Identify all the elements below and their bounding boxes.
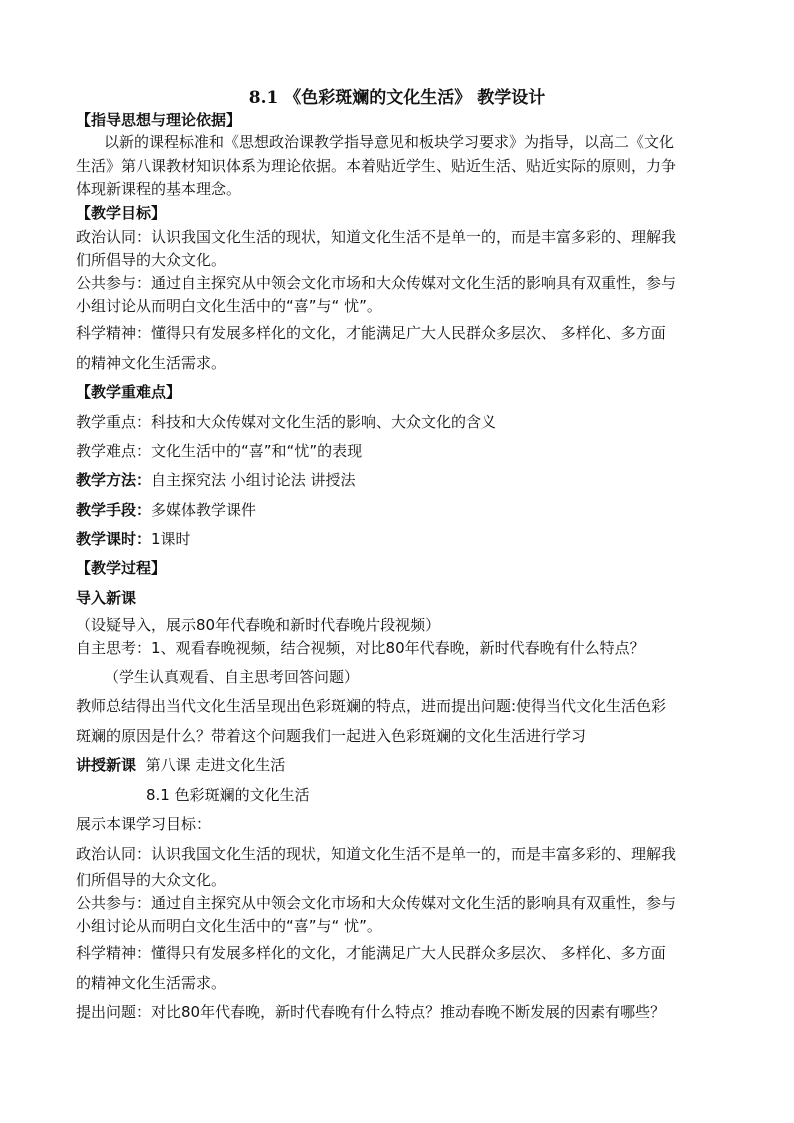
review-goal-line: 公共参与：通过自主探究从中领会文化市场和大众传媒对文化生活的影响具有双重性，参与: [76, 894, 677, 912]
hours-label: 教学课时：: [76, 530, 152, 548]
teaching-method: [76, 470, 726, 490]
question-line: 提出问题：对比80年代春晚，新时代春晚有什么特点？推动春晚不断发展的因素有哪些？: [76, 1003, 666, 1021]
guiding-text-line: 以新的课程标准和《思想政治课教学指导意见和板块学习要求》为指导，以高二《文化: [104, 133, 675, 151]
guiding-heading: 【指导思想与理论依据】: [76, 111, 242, 129]
teaching-hours: [76, 529, 726, 549]
means-label: 教学手段：: [76, 501, 152, 519]
guiding-text-line: 体现新课程的基本理念。: [76, 180, 242, 198]
means-value: 多媒体教学课件: [151, 501, 257, 519]
intro-text-line: 斑斓的原因是什么？带着这个问题我们一起进入色彩斑斓的文化生活进行学习: [76, 727, 587, 745]
document-title: 8.1 《色彩斑斓的文化生活》 教学设计: [248, 88, 546, 108]
goal-text-line: 政治认同：认识我国文化生活的现状，知道文化生活不是单一的，而是丰富多彩的、理解我: [76, 228, 677, 246]
hours-value: 1课时: [151, 530, 191, 548]
show-goals: 展示本课学习目标：: [76, 815, 212, 833]
review-goal-line: 科学精神：懂得只有发展多样化的文化，才能满足广大人民群众多层次、 多样化、多方面: [76, 944, 666, 962]
goal-text-line: 的精神文化生活需求。: [76, 354, 227, 372]
review-goal-line: 政治认同：认识我国文化生活的现状，知道文化生活不是单一的，而是丰富多彩的、理解我: [76, 845, 677, 863]
goal-text-line: 科学精神：懂得只有发展多样化的文化，才能满足广大人民群众多层次、 多样化、多方面: [76, 324, 666, 342]
review-goal-line: 们所倡导的大众文化。: [76, 871, 227, 889]
goal-text-line: 小组讨论从而明白文化生活中的“喜”与“ 忧”。: [76, 297, 382, 315]
new-lesson-subtitle: 8.1 色彩斑斓的文化生活: [146, 786, 310, 804]
process-heading: 【教学过程】: [76, 559, 167, 577]
review-goal-line: 的精神文化生活需求。: [76, 974, 227, 992]
intro-text-line: 教师总结得出当代文化生活呈现出色彩斑斓的特点，进而提出问题:使得当代文化生活色彩: [76, 697, 667, 715]
goal-text-line: 公共参与：通过自主探究从中领会文化市场和大众传媒对文化生活的影响具有双重性，参与: [76, 274, 677, 292]
method-value: 自主探究法 小组讨论法 讲授法: [151, 471, 356, 489]
method-label: 教学方法：: [76, 471, 152, 489]
difficult-point: 教学难点：文化生活中的“喜”和“忧”的表现: [76, 442, 363, 460]
intro-text-line: （学生认真观看、自主思考回答问题）: [104, 668, 360, 686]
new-lesson-label: 讲授新课: [76, 756, 137, 774]
keypoints-heading: 【教学重难点】: [76, 383, 182, 401]
intro-heading: 导入新课: [76, 589, 137, 607]
intro-text-line: （设疑导入，展示80年代春晚和新时代春晚片段视频）: [76, 616, 441, 634]
key-point: 教学重点：科技和大众传媒对文化生活的影响、大众文化的含义: [76, 413, 497, 431]
guiding-text-line: 生活》第八课教材知识体系为理论依据。本着贴近学生、贴近生活、贴近实际的原则，力争: [76, 157, 677, 175]
new-lesson-value: 第八课 走进文化生活: [145, 756, 286, 774]
intro-text-line: 自主思考：1、观看春晚视频，结合视频，对比80年代春晚，新时代春晚有什么特点？: [76, 639, 645, 657]
review-goal-line: 小组讨论从而明白文化生活中的“喜”与“ 忧”。: [76, 917, 382, 935]
teaching-means: [76, 500, 726, 520]
new-lesson: [76, 755, 726, 775]
goal-text-line: 们所倡导的大众文化。: [76, 251, 227, 269]
goals-heading: 【教学目标】: [76, 204, 167, 222]
